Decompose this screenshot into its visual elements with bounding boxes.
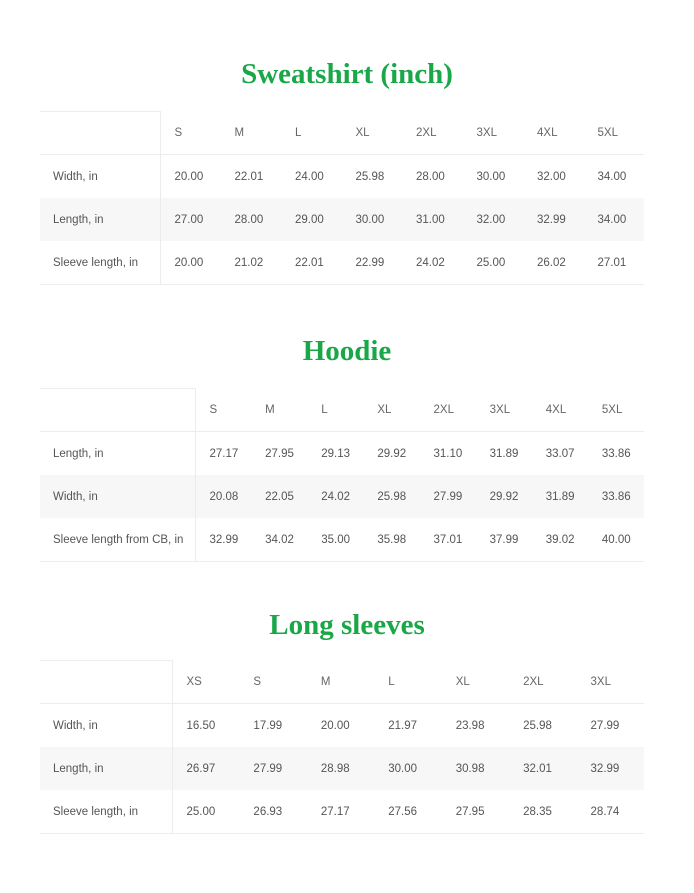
measurement-cell: 30.00	[374, 747, 441, 790]
sweatshirt-size-table	[40, 111, 644, 285]
measurement-cell: 35.98	[363, 518, 419, 562]
measurement-cell: 20.00	[160, 241, 221, 285]
size-header: XL	[442, 661, 509, 704]
hoodie-size-table	[40, 388, 644, 562]
measurement-cell: 30.00	[476, 170, 506, 183]
measurement-cell: 27.99	[239, 747, 306, 790]
measurement-cell: 22.99	[342, 241, 403, 285]
measurement-cell: 26.97	[172, 747, 239, 790]
size-header: S	[239, 661, 306, 704]
measurement-cell: 20.00	[174, 170, 204, 183]
header-corner-cell	[40, 112, 160, 155]
header-corner-cell	[40, 661, 172, 704]
measurement-cell: 28.00	[221, 198, 282, 241]
size-header: S	[195, 389, 251, 432]
size-header: 3XL	[463, 112, 524, 155]
table-row	[40, 518, 644, 562]
measurement-cell: 22.01	[281, 241, 342, 285]
size-header: 5XL	[588, 389, 644, 432]
measurement-cell: 31.00	[402, 198, 463, 241]
measurement-cell: 24.00	[295, 170, 324, 183]
row-label: Sleeve length, in	[40, 241, 160, 285]
measurement-cell: 39.02	[532, 518, 588, 562]
measurement-cell: 16.50	[186, 719, 216, 732]
table-row	[40, 790, 644, 834]
measurement-cell: 30.00	[342, 198, 403, 241]
size-header: L	[374, 661, 441, 704]
size-header: 3XL	[476, 389, 532, 432]
measurement-cell: 34.00	[597, 170, 627, 183]
measurement-cell: 31.89	[532, 475, 588, 518]
row-label: Length, in	[40, 432, 195, 476]
measurement-cell: 23.98	[455, 719, 485, 732]
measurement-cell: 34.00	[584, 198, 645, 241]
measurement-cell: 35.00	[307, 518, 363, 562]
measurement-cell: 34.02	[251, 518, 307, 562]
header-row	[40, 112, 644, 155]
measurement-cell: 29.92	[377, 447, 407, 460]
measurement-cell: 20.00	[320, 719, 350, 732]
measurement-cell: 25.00	[172, 790, 239, 834]
table-row	[40, 747, 644, 790]
measurement-cell: 28.35	[509, 790, 576, 834]
measurement-cell: 32.99	[195, 518, 251, 562]
size-header: 2XL	[509, 661, 576, 704]
measurement-cell: 33.86	[601, 447, 631, 460]
measurement-cell: 21.97	[388, 719, 418, 732]
row-label: Length, in	[40, 198, 160, 241]
measurement-cell: 21.02	[221, 241, 282, 285]
table-row	[40, 155, 644, 199]
table-row	[40, 704, 644, 748]
row-label: Width, in	[40, 704, 172, 748]
measurement-cell: 29.00	[281, 198, 342, 241]
row-label: Width, in	[40, 475, 195, 518]
row-label: Width, in	[40, 155, 160, 199]
size-header: 4XL	[523, 112, 584, 155]
measurement-cell: 27.95	[265, 447, 294, 460]
measurement-cell: 33.86	[588, 475, 644, 518]
table-row	[40, 475, 644, 518]
measurement-cell: 32.01	[509, 747, 576, 790]
size-header: 3XL	[577, 661, 644, 704]
row-label: Sleeve length from CB, in	[40, 518, 195, 562]
hoodie-title: Hoodie	[302, 335, 392, 367]
measurement-cell: 27.00	[160, 198, 221, 241]
measurement-cell: 29.92	[476, 475, 532, 518]
table-row	[40, 198, 644, 241]
measurement-cell: 32.99	[523, 198, 584, 241]
row-label: Length, in	[40, 747, 172, 790]
size-header: XL	[342, 112, 403, 155]
header-row	[40, 661, 644, 704]
measurement-cell: 28.00	[416, 170, 445, 183]
measurement-cell: 25.98	[363, 475, 419, 518]
measurement-cell: 28.98	[307, 747, 374, 790]
size-header: L	[281, 112, 342, 155]
measurement-cell: 24.02	[402, 241, 463, 285]
measurement-cell: 40.00	[588, 518, 644, 562]
size-header: 5XL	[584, 112, 645, 155]
measurement-cell: 28.74	[577, 790, 644, 834]
header-corner-cell	[40, 389, 195, 432]
measurement-cell: 20.08	[195, 475, 251, 518]
long-sleeves-title: Long sleeves	[269, 609, 425, 641]
sweatshirt-title: Sweatshirt (inch)	[241, 58, 453, 90]
measurement-cell: 32.99	[577, 747, 644, 790]
measurement-cell: 27.56	[374, 790, 441, 834]
measurement-cell: 22.05	[251, 475, 307, 518]
measurement-cell: 26.93	[239, 790, 306, 834]
measurement-cell: 17.99	[253, 719, 283, 732]
measurement-cell: 30.98	[442, 747, 509, 790]
measurement-cell: 27.01	[584, 241, 645, 285]
measurement-cell: 32.00	[537, 170, 566, 183]
long-sleeves-size-table	[40, 660, 644, 834]
size-header: M	[307, 661, 374, 704]
table-row	[40, 241, 644, 285]
measurement-cell: 31.89	[489, 447, 519, 460]
measurement-cell: 27.95	[442, 790, 509, 834]
size-header: 2XL	[402, 112, 463, 155]
size-header: L	[307, 389, 363, 432]
measurement-cell: 25.98	[523, 719, 552, 732]
measurement-cell: 27.17	[307, 790, 374, 834]
size-header: S	[160, 112, 221, 155]
size-header: M	[251, 389, 307, 432]
measurement-cell: 33.07	[545, 447, 575, 460]
table-row	[40, 432, 644, 476]
measurement-cell: 37.01	[420, 518, 476, 562]
measurement-cell: 22.01	[234, 170, 264, 183]
size-header: XL	[363, 389, 419, 432]
measurement-cell: 27.99	[420, 475, 476, 518]
size-header: 4XL	[532, 389, 588, 432]
measurement-cell: 29.13	[321, 447, 351, 460]
measurement-cell: 27.99	[590, 719, 620, 732]
measurement-cell: 24.02	[307, 475, 363, 518]
header-row	[40, 389, 644, 432]
measurement-cell: 31.10	[433, 447, 463, 460]
measurement-cell: 26.02	[523, 241, 584, 285]
measurement-cell: 27.17	[209, 447, 239, 460]
size-header: XS	[172, 661, 239, 704]
measurement-cell: 25.98	[355, 170, 385, 183]
measurement-cell: 25.00	[463, 241, 524, 285]
size-header: M	[221, 112, 282, 155]
size-header: 2XL	[420, 389, 476, 432]
measurement-cell: 37.99	[476, 518, 532, 562]
row-label: Sleeve length, in	[40, 790, 172, 834]
measurement-cell: 32.00	[463, 198, 524, 241]
